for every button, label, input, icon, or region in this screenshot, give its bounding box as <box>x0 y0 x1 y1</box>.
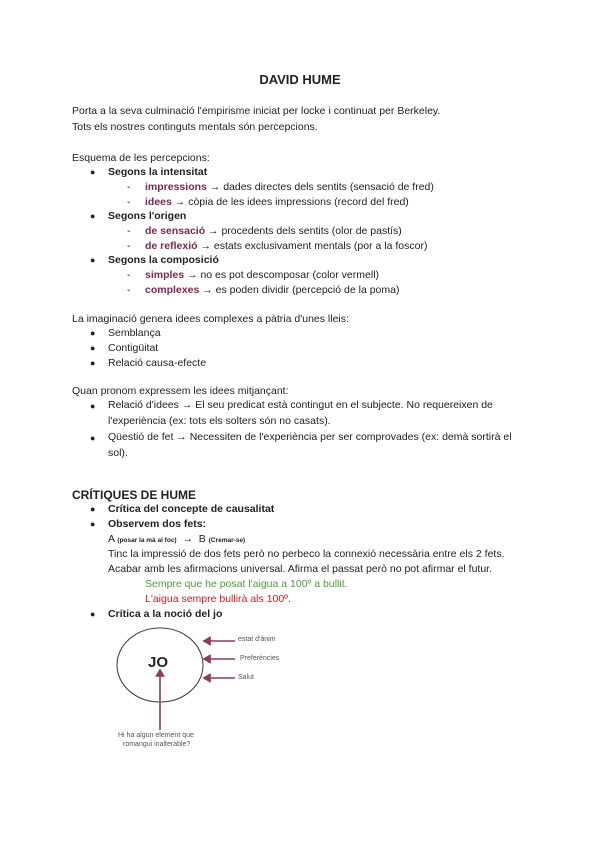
bullet-icon: ● <box>90 504 96 514</box>
causal-example <box>108 533 245 545</box>
causality-text-2: Acabar amb les afirmacions universal. Afirma el passat però no pot afirmar el futur. <box>108 563 493 575</box>
diagram-label-preferences: Preferències <box>240 655 280 662</box>
intro-line-1: Porta a la seva culminació l'empirisme iniciat per locke i continuat per Berkeley. <box>72 105 441 117</box>
keyword: de reflexió <box>145 240 198 252</box>
schema-label: Esquema de les percepcions: <box>72 152 210 164</box>
list-item: Contigüitat <box>108 342 159 354</box>
arrow-icon: → <box>182 533 193 545</box>
self-diagram <box>110 620 310 750</box>
list-item <box>145 269 379 281</box>
arrowhead-icon <box>204 656 210 663</box>
fact-b-note: (Cremar-se) <box>208 537 246 544</box>
self-label: JO <box>148 654 169 671</box>
arrowhead-icon <box>204 675 210 682</box>
diagram-question-2: romangui inalterable? <box>123 741 191 748</box>
example-red: L'aigua sempre bullirà als 100º. <box>145 593 291 605</box>
list-item: Semblança <box>108 327 161 339</box>
diagram-label-mood: estat d'ànim <box>238 636 276 643</box>
list-item <box>145 181 434 193</box>
keyword: de sensació <box>145 225 206 237</box>
dash-icon: - <box>127 225 131 237</box>
bullet-icon: ● <box>90 328 96 338</box>
keyword: idees <box>145 196 172 208</box>
bullet-icon: ● <box>90 519 96 529</box>
keyword: simples <box>145 269 185 281</box>
bullet-icon: ● <box>90 358 96 368</box>
schema-heading-origin: Segons l'origen <box>108 210 187 222</box>
bullet-icon: ● <box>90 255 96 265</box>
list-item: Relació d'idees → El seu predicat està contingut en el subjecte. No requereixen de l'experiència (ex: tots els solters són no casats). <box>108 399 493 427</box>
fact-a: A <box>108 533 115 545</box>
dash-icon: - <box>127 269 131 281</box>
dash-icon: - <box>127 284 131 296</box>
dash-icon: - <box>127 181 131 193</box>
list-item <box>145 196 409 208</box>
item-text: → procedents dels sentits (olor de pastís) <box>208 225 402 237</box>
fact-b: B <box>198 533 206 545</box>
bullet-icon: ● <box>90 211 96 221</box>
list-item <box>145 240 427 252</box>
keyword: impressions <box>145 181 207 193</box>
dash-icon: - <box>127 240 131 252</box>
item-text: → es poden dividir (percepció de la poma) <box>202 284 400 296</box>
diagram-question-1: Hi ha algun element que <box>118 732 194 739</box>
example-green: Sempre que he posat l'aigua a 100º a bullit. <box>145 578 348 590</box>
bullet-icon: ● <box>90 167 96 177</box>
list-item: Qüestió de fet → Necessiten de l'experiència per ser comprovades (ex: demà sortirà el sol). <box>108 431 512 459</box>
bullet-icon: ● <box>90 609 96 619</box>
fact-a-note: (posar la mà al foc) <box>117 537 177 544</box>
list-item <box>145 284 399 296</box>
bullet-icon: ● <box>90 401 96 411</box>
causality-text-1: Tinc la impressió de dos fets però no perbeco la connexió necessària entre els 2 fets. <box>108 548 505 560</box>
intro-line-2: Tots els nostres continguts mentals són percepcions. <box>72 121 318 133</box>
list-item <box>145 225 402 237</box>
schema-heading-composition: Segons la composició <box>108 254 219 266</box>
observe-facts: Observem dos fets: <box>108 518 207 530</box>
critique-self: Crítica a la noció del jo <box>108 608 223 620</box>
page-title: DAVID HUME <box>259 72 341 87</box>
diagram-label-health: Salut <box>238 674 254 681</box>
imagination-label: La imaginació genera idees complexes a pàtria d'unes lleis: <box>72 313 349 325</box>
item-text: → no es pot descomposar (color vermell) <box>187 269 380 281</box>
bullet-icon: ● <box>90 433 96 443</box>
item-text: → estats exclusivament mentals (por a la foscor) <box>200 240 428 252</box>
critiques-heading: CRÍTIQUES DE HUME <box>72 488 197 502</box>
list-item: Relació causa-efecte <box>108 357 207 369</box>
bullet-icon: ● <box>90 343 96 353</box>
dash-icon: - <box>127 196 131 208</box>
item-text: → còpia de les idees impressions (record del fred) <box>174 196 409 208</box>
critique-causality: Crítica del concepte de causalitat <box>108 503 275 515</box>
schema-heading-intensity: Segons la intensitat <box>108 166 208 178</box>
keyword: complexes <box>145 284 200 296</box>
express-label: Quan pronom expressem les idees mitjançant: <box>72 385 289 397</box>
arrowhead-icon <box>204 638 210 645</box>
item-text: → dades directes dels sentits (sensació de fred) <box>209 181 434 193</box>
